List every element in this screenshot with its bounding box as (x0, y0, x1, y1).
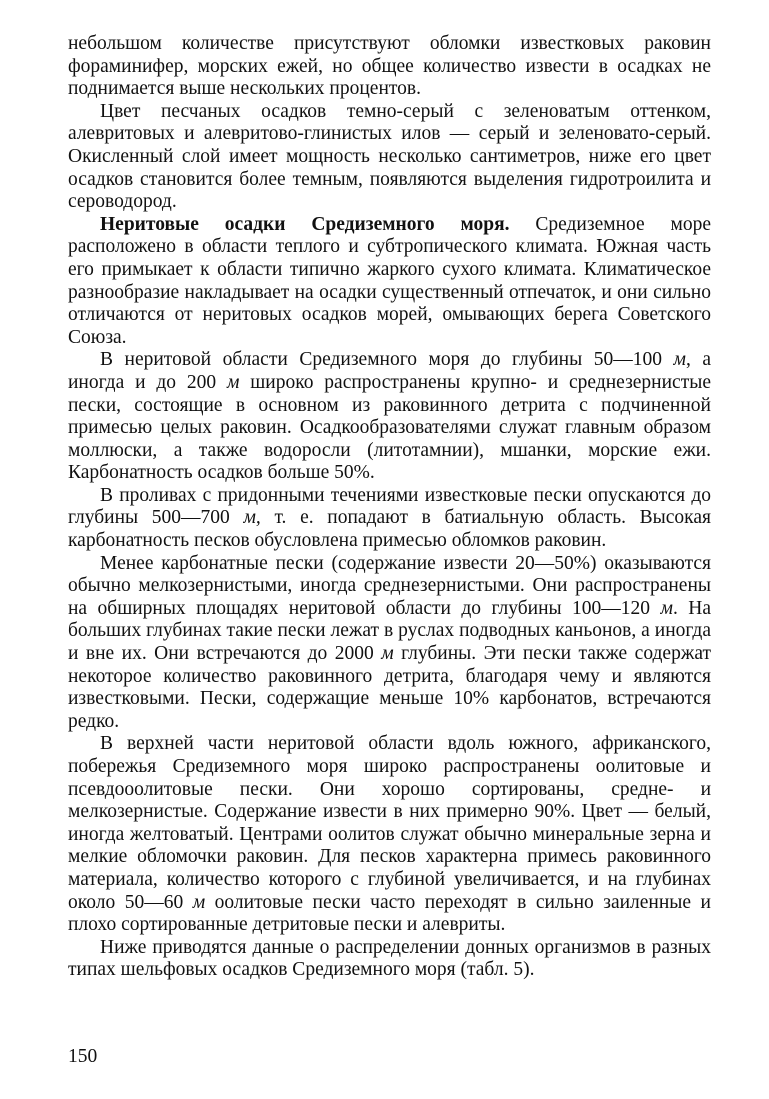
unit-meters: м (381, 643, 394, 665)
paragraph-5-text-2: т. е. попадают в батиальную область. Высокая карбонатность песков обусловлена примесью обломков раковин. (68, 507, 711, 552)
unit-meters: м (226, 371, 240, 393)
paragraph-7-text-2: оолитовые пески часто переходят в сильно заиленные и плохо сортированные детритовые пески и алевриты. (68, 891, 711, 936)
unit-meters: м (673, 349, 686, 371)
paragraph-4-text-3: широко распространены крупно- и среднезернистые пески, состоящие в основном из раковинного детрита с подчиненной примесью целых раковин. Осадкообразователями служат главным образом моллюски, а также водоросли (литотамнии), мшанки, морские ежи. Карбонатность осадков больше 50%. (68, 371, 711, 484)
paragraph-6-text-1: Менее карбонатные пески (содержание извести 20—50%) оказываются обычно мелкозернистыми, иногда среднезернистыми. Они распространены на обширных площадях неритовой области до глубины 100—120 (68, 552, 711, 619)
unit-meters: м (192, 891, 206, 913)
paragraph-6-text-3: глубины. Эти пески также содержат некоторое количество раковинного детрита, благодаря чему и являются известковыми. Пески, содержащие меньше 10% карбонатов, встречаются редко. (68, 643, 711, 732)
section-heading: Неритовые осадки Средиземного моря. (100, 213, 510, 235)
unit-meters: м, (243, 507, 261, 529)
paragraph-8: Ниже приводятся данные о распределении донных организмов в разных типах шельфовых осадков Средиземного моря (табл. 5). (68, 936, 711, 981)
paragraph-3 (68, 214, 711, 350)
page-body (68, 33, 711, 982)
paragraph-7 (68, 733, 711, 936)
paragraph-4-text-2: , а иногда и до 200 (68, 349, 711, 393)
page-number: 150 (68, 1046, 98, 1067)
paragraph-2: Цвет песчаных осадков темно-серый с зеленоватым оттенком, алевритовых и алевритово-глинистых илов — серый и зеленовато-серый. Окисленный слой имеет мощность несколько сантиметров, ниже его цвет осадков становится более темным, появляются выделения гидротроилита и сероводород. (68, 100, 711, 213)
paragraph-6 (68, 553, 711, 734)
unit-meters: м (660, 597, 673, 619)
paragraph-1: небольшом количестве присутствуют обломки известковых раковин фораминифер, морских ежей, но общее количество извести в осадках не поднимается выше нескольких процентов. (68, 33, 711, 100)
paragraph-5-text-1: В проливах с придонными течениями известковые пески опускаются до глубины 500—700 (68, 484, 711, 529)
paragraph-4-text-1: В неритовой области Средиземного моря до глубины 50—100 (100, 349, 674, 371)
paragraph-7-text-1: В верхней части неритовой области вдоль южного, африканского, побережья Средиземного моря широко распространены оолитовые и псевдооолитовые пески. Они хорошо сортированы, средне- и мелкозернистые. Содержание извести в них примерно 90%. Цвет — белый, иногда желтоватый. Центрами оолитов служат обычно минеральные зерна и мелкие обломочки раковин. Для песков характерна примесь раковинного материала, количество которого с глубиной увеличивается, и на глубинах около 50—60 (68, 733, 711, 913)
paragraph-3-text: Средиземное море расположено в области теплого и субтропического климата. Южная часть его примыкает к области типично жаркого сухого климата. Климатическое разнообразие накладывает на осадки существенный отпечаток, и они сильно отличаются от неритовых осадков морей, омывающих берега Советского Союза. (68, 213, 711, 348)
paragraph-6-text-2: . На больших глубинах такие пески лежат в руслах подводных каньонов, а иногда и вне их. Они встречаются до 2000 (68, 597, 711, 665)
paragraph-5 (68, 485, 711, 553)
paragraph-4 (68, 349, 711, 485)
